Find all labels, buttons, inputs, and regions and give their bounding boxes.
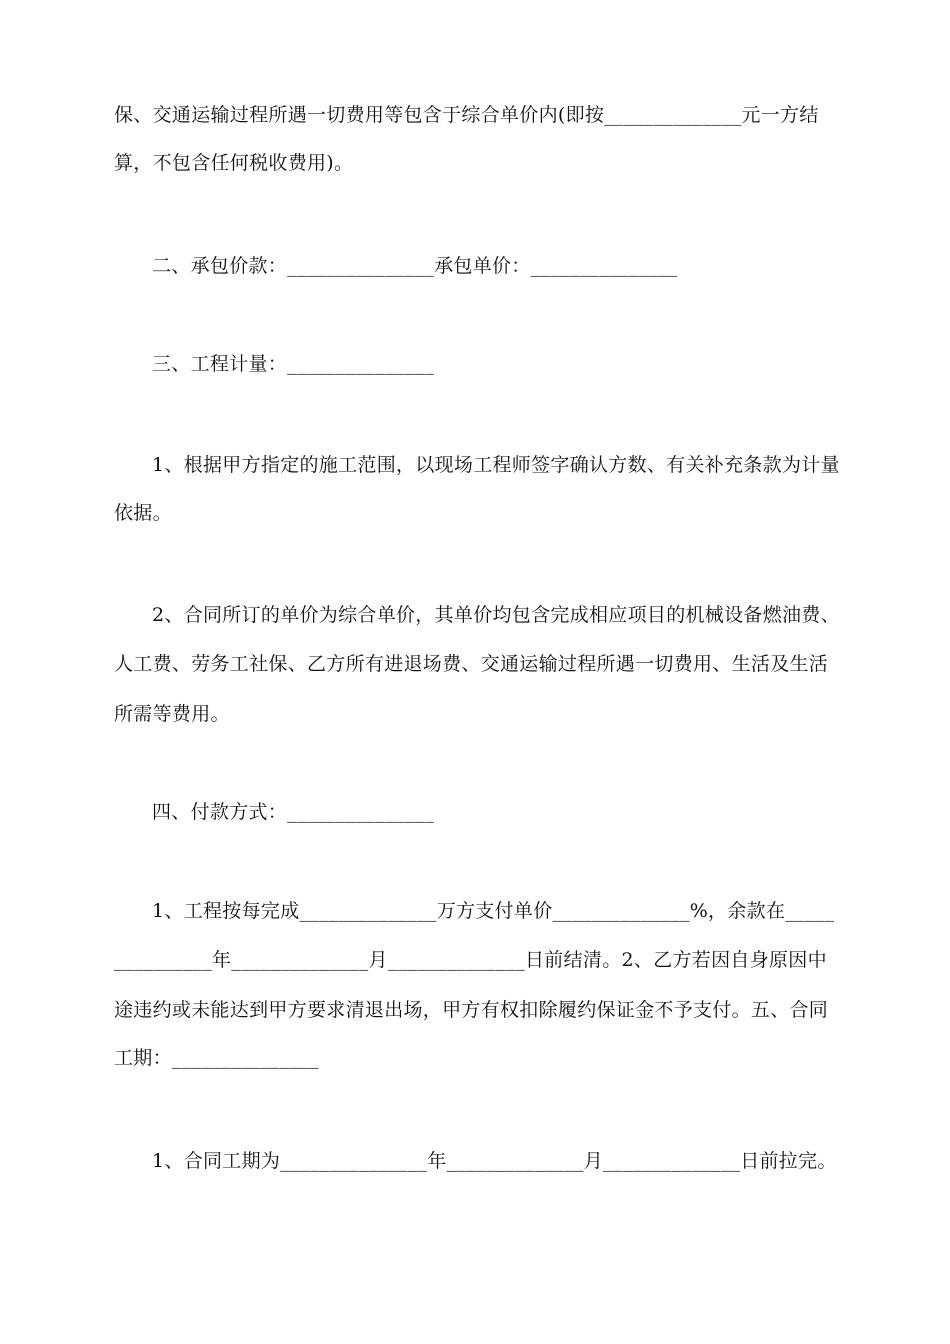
section-measurement: 三、工程计量：_______________ [152,353,435,375]
clause-measurement-1: 1、根据甲方指定的施工范围，以现场工程师签字确认方数、有关补充条款为计量 [152,454,840,476]
clause-measurement-2: 2、合同所订的单价为综合单价，其单价均包含完成相应项目的机械设备燃油费、 [152,604,840,626]
section-payment: 四、付款方式：_______________ [152,801,435,823]
section-contract-price: 二、承包价款：_______________承包单价：_______________ [152,255,678,277]
para-line-1: 保、交通运输过程所遇一切费用等包含于综合单价内(即按______________元一方结 [114,104,819,126]
clause-payment-1: 1、工程按每完成______________万方支付单价______________%，余款在_____ [152,900,835,922]
section-contract-period: 工期：_______________ [114,1047,319,1069]
clause-measurement-2-cont-1: 人工费、劳务工社保、乙方所有进退场费、交通运输过程所遇一切费用、生活及生活 [114,653,829,675]
clause-period-1: 1、合同工期为_______________年______________月______________日前拉完。 [152,1150,837,1172]
clause-measurement-1-cont: 依据。 [114,502,172,524]
clause-measurement-2-cont-2: 所需等费用。 [114,703,230,725]
para-line-2: 算，不包含任何税收费用)。 [114,152,354,174]
clause-payment-2: 途违约或未能达到甲方要求清退出场，甲方有权扣除履约保证金不予支付。五、合同 [114,999,829,1021]
clause-payment-1-cont: __________年______________月______________日前结清。2、乙方若因自身原因中 [114,949,827,971]
